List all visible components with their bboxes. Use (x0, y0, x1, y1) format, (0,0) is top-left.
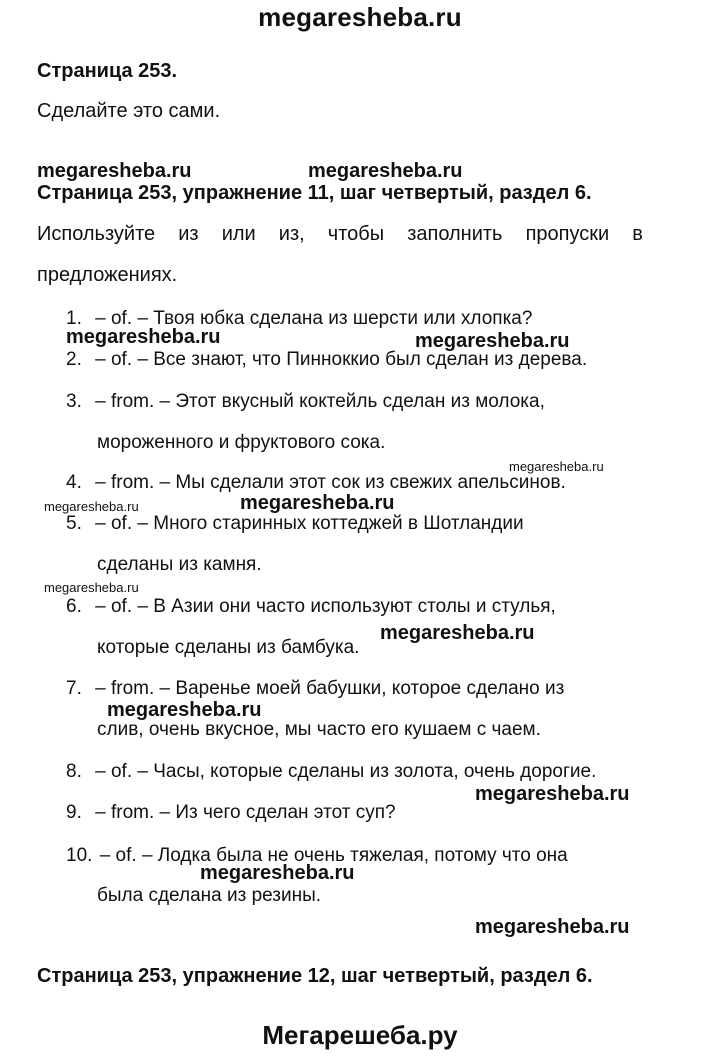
item-number: 1. (66, 308, 82, 329)
item-continuation: которые сделаны из бамбука. (97, 637, 360, 658)
watermark: megaresheba.ru (475, 783, 630, 805)
item-text: – from. – Из чего сделан этот суп? (95, 802, 396, 823)
watermark: megaresheba.ru (475, 916, 630, 938)
watermark: megaresheba.ru (44, 580, 139, 595)
item-number: 6. (66, 596, 82, 617)
list-item (66, 761, 596, 783)
intro-word: из, (278, 223, 305, 245)
list-item (66, 349, 587, 371)
section-text-do-it-yourself: Сделайте это сами. (37, 100, 221, 122)
intro-line-2: предложениях. (37, 264, 178, 286)
list-item (66, 472, 566, 494)
list-item (66, 391, 644, 413)
intro-word: из (178, 223, 199, 245)
watermark: megaresheba.ru (66, 326, 221, 348)
intro-line-1 (37, 223, 643, 246)
list-item (66, 802, 396, 824)
intro-word: в (632, 223, 643, 245)
item-number: 8. (66, 761, 82, 782)
section-title-exercise-12: Страница 253, упражнение 12, шаг четвертый, раздел 6. (37, 965, 593, 987)
item-number: 4. (66, 472, 82, 493)
item-text: – of. – Часы, которые сделаны из золота, очень дорогие. (95, 761, 597, 782)
watermark: megaresheba.ru (240, 492, 395, 514)
item-continuation: сделаны из камня. (97, 554, 262, 575)
item-number: 5. (66, 513, 82, 534)
item-number: 3. (66, 391, 82, 412)
watermark: megaresheba.ru (107, 699, 262, 721)
item-text: – of. – В Азии они часто используют столы и стулья, (95, 596, 556, 617)
item-number: 7. (66, 678, 82, 699)
item-text: – from. – Мы сделали этот сок из свежих апельсинов. (95, 472, 566, 493)
site-header: megaresheba.ru (258, 2, 462, 32)
list-item (66, 596, 556, 618)
intro-word: заполнить (407, 223, 503, 245)
item-text: – of. – Много старинных коттеджей в Шотландии (95, 513, 524, 534)
list-item (66, 678, 564, 700)
item-text: – of. – Твоя юбка сделана из шерсти или хлопка? (95, 308, 533, 329)
watermark: megaresheba.ru (308, 160, 463, 182)
watermark: megaresheba.ru (380, 622, 535, 644)
item-continuation: мороженного и фруктового сока. (97, 432, 386, 453)
site-footer: Мегарешеба.ру (262, 1020, 458, 1050)
item-text: – of. – Все знают, что Пинноккио был сделан из дерева. (95, 349, 588, 370)
item-text: – from. – Этот вкусный коктейль сделан из молока, (95, 391, 545, 412)
item-continuation: слив, очень вкусное, мы часто его кушаем с чаем. (97, 719, 541, 740)
intro-word: чтобы (327, 223, 385, 245)
item-continuation: была сделана из резины. (97, 885, 322, 906)
section-title-page-253: Страница 253. (37, 60, 178, 82)
watermark: megaresheba.ru (415, 330, 570, 352)
intro-word: Используйте (37, 223, 156, 245)
list-item (66, 513, 524, 535)
watermark: megaresheba.ru (509, 459, 604, 474)
intro-word: или (221, 223, 256, 245)
watermark: megaresheba.ru (37, 160, 192, 182)
item-number: 9. (66, 802, 82, 823)
intro-word: пропуски (525, 223, 610, 245)
item-text: – from. – Варенье моей бабушки, которое сделано из (95, 678, 565, 699)
item-text: – of. – Лодка была не очень тяжелая, потому что она (99, 845, 568, 866)
watermark: megaresheba.ru (200, 862, 355, 884)
item-number: 2. (66, 349, 82, 370)
watermark: megaresheba.ru (44, 499, 139, 514)
item-number: 10. (66, 845, 93, 866)
section-title-exercise-11: Страница 253, упражнение 11, шаг четвертый, раздел 6. (37, 182, 592, 204)
